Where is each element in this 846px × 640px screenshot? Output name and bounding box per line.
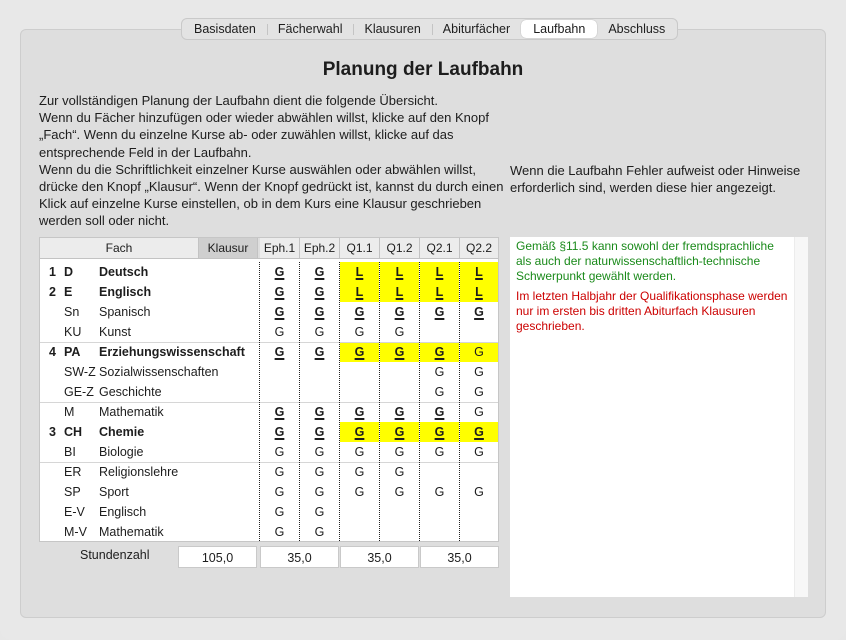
page-title: Planung der Laufbahn — [322, 59, 524, 80]
course-cell[interactable]: G — [394, 325, 405, 339]
tab-klausuren[interactable]: Klausuren — [353, 20, 431, 38]
period-header: Q1.1 — [340, 238, 380, 259]
course-cell[interactable]: G — [434, 305, 445, 319]
course-cell[interactable]: G — [314, 445, 325, 459]
subject-name: Religionslehre — [99, 465, 179, 479]
subject-code: BI — [64, 445, 76, 459]
table-row — [40, 482, 498, 502]
table-row — [40, 462, 498, 482]
course-cell[interactable]: G — [474, 485, 484, 499]
subject-name: Englisch — [99, 505, 147, 519]
course-cell[interactable]: L — [420, 262, 459, 282]
course-cell[interactable] — [420, 502, 459, 522]
tab-bar — [181, 18, 678, 40]
description-paragraph: Zur vollständigen Planung der Laufbahn dient die folgende Übersicht. — [39, 93, 438, 108]
abitur-number: 4 — [49, 345, 56, 359]
tab-abiturfaecher[interactable]: Abiturfächer — [432, 20, 521, 38]
table-row — [40, 282, 498, 302]
abitur-number: 1 — [49, 265, 56, 279]
messages-list — [510, 237, 808, 334]
subject-code: PA — [64, 345, 81, 359]
subject-code: Sn — [64, 305, 80, 319]
course-cell[interactable]: G — [274, 425, 285, 439]
course-cell[interactable]: G — [274, 285, 285, 299]
column-divider — [259, 262, 260, 541]
table-row — [40, 322, 498, 342]
subject-code: M-V — [64, 525, 87, 539]
course-cell[interactable]: G — [434, 485, 445, 499]
course-cell[interactable]: G — [394, 405, 405, 419]
course-cell[interactable]: G — [380, 422, 419, 442]
subject-name: Deutsch — [99, 265, 149, 279]
period-header: Q1.2 — [380, 238, 420, 259]
course-cell[interactable] — [340, 502, 379, 522]
subject-name: Biologie — [99, 445, 144, 459]
course-cell[interactable] — [340, 522, 379, 542]
messages-box — [510, 237, 808, 597]
course-cell[interactable]: G — [474, 385, 484, 399]
course-cell[interactable]: L — [420, 282, 459, 302]
course-cell[interactable]: G — [314, 405, 325, 419]
course-cell[interactable]: G — [274, 405, 285, 419]
course-cell[interactable]: G — [314, 465, 325, 479]
subject-name: Englisch — [99, 285, 152, 299]
stundenzahl-total: 105,0 — [178, 546, 257, 568]
course-cell[interactable] — [380, 522, 419, 542]
course-cell[interactable] — [460, 322, 498, 342]
table-row — [40, 302, 498, 322]
table-row — [40, 522, 498, 542]
subject-name: Geschichte — [99, 385, 162, 399]
table-row — [40, 502, 498, 522]
course-cell[interactable]: G — [394, 485, 405, 499]
course-cell[interactable]: G — [340, 343, 379, 362]
course-cell[interactable]: G — [434, 385, 445, 399]
column-divider — [339, 262, 340, 541]
course-cell[interactable]: G — [314, 305, 325, 319]
course-cell[interactable]: G — [354, 465, 365, 479]
course-cell[interactable]: G — [274, 325, 285, 339]
course-cell[interactable]: G — [434, 365, 445, 379]
course-cell[interactable]: G — [474, 405, 484, 419]
course-cell[interactable] — [460, 463, 498, 482]
table-row — [40, 402, 498, 422]
column-divider — [419, 262, 420, 541]
period-header: Eph.2 — [300, 238, 340, 259]
course-cell[interactable]: L — [340, 282, 379, 302]
abitur-number: 3 — [49, 425, 56, 439]
hint-text: Wenn die Laufbahn Fehler aufweist oder Hinweise erforderlich sind, werden diese hier angezeigt. — [510, 163, 801, 196]
course-cell[interactable] — [420, 522, 459, 542]
subject-code: SP — [64, 485, 81, 499]
course-cell[interactable]: G — [354, 445, 365, 459]
course-cell[interactable]: G — [314, 425, 325, 439]
subject-code: CH — [64, 425, 83, 439]
table-row — [40, 422, 498, 442]
stundenzahl-label: Stundenzahl — [80, 548, 150, 562]
abitur-number: 2 — [49, 285, 56, 299]
subject-name: Sport — [99, 485, 129, 499]
course-cell[interactable] — [300, 382, 339, 402]
course-cell[interactable]: L — [380, 262, 419, 282]
tab-laufbahn[interactable]: Laufbahn — [521, 20, 597, 38]
course-cell[interactable]: G — [274, 525, 285, 539]
period-header: Q2.2 — [460, 238, 498, 259]
course-cell[interactable]: G — [274, 305, 285, 319]
stundenzahl-eph: 35,0 — [260, 546, 339, 568]
tab-abschluss[interactable]: Abschluss — [608, 22, 666, 36]
subject-name: Sozialwissenschaften — [99, 365, 219, 379]
course-cell[interactable]: G — [314, 265, 325, 279]
table-row — [40, 362, 498, 382]
period-header: Eph.1 — [260, 238, 300, 259]
course-cell[interactable] — [340, 362, 379, 382]
subject-name: Mathematik — [99, 405, 164, 419]
table-row — [40, 382, 498, 402]
course-cell[interactable]: G — [460, 422, 498, 442]
column-divider — [299, 262, 300, 541]
subject-code: M — [64, 405, 75, 419]
course-cell[interactable]: G — [420, 343, 459, 362]
tab-basisdaten[interactable]: Basisdaten — [194, 22, 256, 36]
course-cell[interactable] — [460, 502, 498, 522]
messages-scrollbar[interactable] — [794, 237, 808, 597]
subject-code: GE-Z — [64, 385, 94, 399]
course-cell[interactable]: L — [460, 262, 498, 282]
course-cell[interactable]: G — [314, 345, 325, 359]
course-cell[interactable]: G — [314, 525, 325, 539]
klausur-button[interactable]: Klausur — [199, 238, 258, 259]
course-cell[interactable]: G — [474, 305, 484, 319]
description-paragraph: Wenn du Fächer hinzufügen oder wieder abwählen willst, klicke auf den Knopf „Fach“. Wenn du einzelne Kurse ab- oder zuwählen willst, klicke auf das entsprechende Feld in der Laufbahn. — [39, 110, 489, 160]
course-cell[interactable]: G — [474, 365, 484, 379]
course-cell[interactable]: G — [394, 305, 405, 319]
fach-button[interactable]: Fach — [40, 238, 199, 259]
description-paragraph: Wenn du die Schriftlichkeit einzelner Kurse auswählen oder abwählen willst, drücke den Knopf „Klausur“. Wenn der Knopf gedrückt ist, kannst du durch einen Klick auf einzelne Kurse einstellen, ob in dem Kurs eine Klausur geschrieben werden soll oder nicht. — [39, 161, 504, 229]
subject-code: ER — [64, 465, 82, 479]
course-cell[interactable]: G — [394, 445, 405, 459]
course-cell[interactable]: G — [274, 445, 285, 459]
course-cell[interactable]: G — [380, 343, 419, 362]
course-cell[interactable] — [340, 382, 379, 402]
course-cell[interactable]: G — [274, 485, 285, 499]
course-cell[interactable] — [460, 522, 498, 542]
course-cell[interactable] — [380, 502, 419, 522]
course-cell[interactable]: G — [434, 445, 445, 459]
subject-code: E — [64, 285, 73, 299]
course-cell[interactable] — [380, 382, 419, 402]
subject-name: Chemie — [99, 425, 145, 439]
table-row — [40, 442, 498, 462]
tab-faecherwahl[interactable]: Fächerwahl — [267, 20, 354, 38]
course-cell[interactable]: G — [274, 465, 285, 479]
course-cell[interactable]: G — [314, 325, 325, 339]
subject-name: Erziehungswissenschaft — [99, 345, 245, 359]
table-row — [40, 342, 498, 362]
course-cell[interactable]: G — [274, 345, 285, 359]
subject-code: D — [64, 265, 74, 279]
error-message: Im letzten Halbjahr der Qualifikationsphase werden nur im ersten bis dritten Abiturfach Klausuren geschrieben. — [516, 289, 788, 333]
course-cell[interactable]: G — [314, 505, 325, 519]
table-row — [40, 262, 498, 282]
course-cell[interactable] — [420, 322, 459, 342]
course-cell[interactable]: G — [394, 465, 405, 479]
period-header: Q2.1 — [420, 238, 460, 259]
course-cell[interactable]: L — [380, 282, 419, 302]
subject-code: KU — [64, 325, 82, 339]
course-cell[interactable]: L — [460, 282, 498, 302]
course-cell[interactable]: G — [314, 485, 325, 499]
course-cell[interactable]: G — [420, 422, 459, 442]
course-cell[interactable]: G — [354, 405, 365, 419]
course-cell[interactable]: G — [354, 485, 365, 499]
course-cell[interactable]: G — [460, 343, 498, 362]
course-cell[interactable]: L — [340, 262, 379, 282]
stundenzahl-q2: 35,0 — [420, 546, 499, 568]
course-cell[interactable]: G — [274, 505, 285, 519]
table-body — [40, 262, 498, 542]
column-divider — [379, 262, 380, 541]
course-cell[interactable] — [380, 362, 419, 382]
laufbahn-table — [39, 237, 499, 542]
subject-name: Kunst — [99, 325, 131, 339]
course-cell[interactable]: G — [314, 285, 325, 299]
course-cell[interactable]: G — [340, 422, 379, 442]
course-cell[interactable]: G — [434, 405, 445, 419]
course-cell[interactable] — [260, 362, 299, 382]
info-message: Gemäß §11.5 kann sowohl der fremdsprachliche als auch der naturwissenschaftlich-technische Schwerpunkt gewählt werden. — [516, 239, 774, 283]
subject-name: Mathematik — [99, 525, 164, 539]
subject-code: E-V — [64, 505, 85, 519]
stundenzahl-q1: 35,0 — [340, 546, 419, 568]
course-cell[interactable]: G — [354, 305, 365, 319]
description-text — [39, 92, 509, 230]
course-cell[interactable]: G — [274, 265, 285, 279]
course-cell[interactable] — [260, 382, 299, 402]
course-cell[interactable] — [420, 463, 459, 482]
column-divider — [459, 262, 460, 541]
subject-name: Spanisch — [99, 305, 151, 319]
course-cell[interactable]: G — [474, 445, 484, 459]
subject-code: SW-Z — [64, 365, 96, 379]
course-cell[interactable]: G — [354, 325, 365, 339]
course-cell[interactable] — [300, 362, 339, 382]
